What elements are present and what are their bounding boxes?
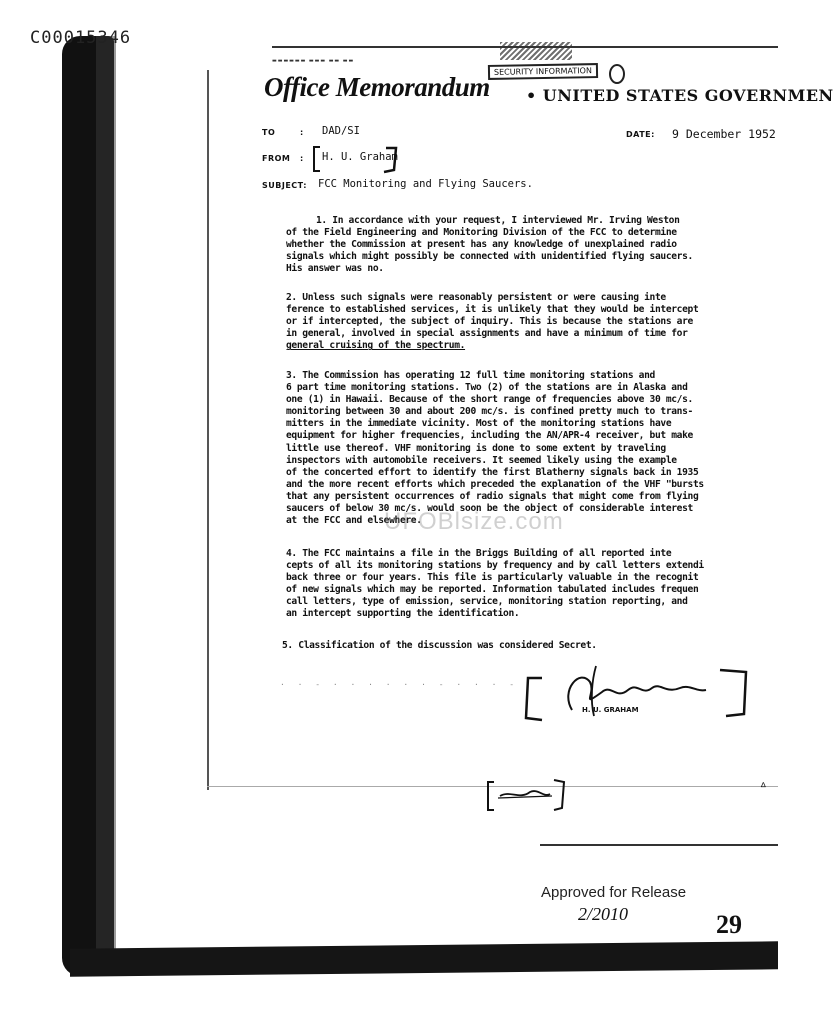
- paragraph-line: of the Field Engineering and Monitoring Division of the FCC to determine: [286, 227, 677, 239]
- scan-edge-highlight: [96, 36, 116, 976]
- paragraph-line: 4. The FCC maintains a file in the Briggs Building of all reported inte: [286, 548, 672, 559]
- government-header: • UNITED STATES GOVERNMEN: [526, 86, 834, 105]
- form-number-mark: ▬▬▬▬▬▬ ▬▬▬ ▬▬ ▬▬: [272, 58, 355, 64]
- paragraph-line: general cruising of the spectrum.: [286, 340, 466, 352]
- paragraph-line: of new signals which may be reported. Information tabulated includes frequen: [286, 584, 699, 596]
- release-number: 29: [716, 910, 742, 939]
- paragraph-line: inspectors with automobile receivers. It seemed likely using the example: [286, 454, 677, 466]
- signature-typed-name: H. U. GRAHAM: [582, 706, 639, 714]
- paragraph-4: [286, 548, 776, 621]
- paragraph-3: [286, 370, 776, 527]
- release-rule: [540, 844, 778, 846]
- subject-value: FCC Monitoring and Flying Saucers.: [318, 178, 533, 190]
- paragraph-line: back three or four years. This file is particularly valuable in the recognit: [286, 572, 699, 584]
- paragraph-line: one (1) in Hawaii. Because of the short range of frequencies above 30 mc/s.: [286, 394, 693, 406]
- paragraph-line: 6 part time monitoring stations. Two (2) of the stations are in Alaska and: [286, 382, 688, 394]
- paragraph-line: 5. Classification of the discussion was considered Secret.: [282, 640, 597, 651]
- from-brackets: [308, 144, 408, 174]
- paragraph-line: whether the Commission at present has any knowledge of unexplained radio: [286, 239, 677, 251]
- paragraph-line: 3. The Commission has operating 12 full time monitoring stations and: [286, 370, 655, 381]
- paragraph-line: saucers of below 30 mc/s. would soon be the object of considerable interest: [286, 503, 693, 515]
- paragraph-line: equipment for higher frequencies, including the AN/APR-4 receiver, but make: [286, 430, 693, 442]
- paragraph-line: call letters, type of emission, service, monitoring station reporting, and: [286, 596, 688, 608]
- colon-mark: :: [300, 154, 304, 163]
- to-label: TO: [262, 128, 276, 137]
- paragraph-line: His answer was no.: [286, 263, 384, 275]
- from-label: FROM: [262, 154, 291, 163]
- from-value: H. U. Graham: [322, 151, 398, 163]
- paragraph-2: [286, 292, 776, 352]
- watermark: UFOBlsize.com: [384, 508, 564, 535]
- paragraph-line: monitoring between 30 and about 200 mc/s. is confined pretty much to trans-: [286, 406, 693, 418]
- release-label: Approved for Release: [541, 884, 687, 901]
- to-value: DAD/SI: [322, 125, 360, 137]
- paragraph-line: cepts of all its monitoring stations by frequency and by call letters extendi: [286, 560, 704, 572]
- paragraph-line: ference to established services, it is unlikely that they would be intercept: [286, 304, 699, 316]
- date-label: DATE:: [626, 130, 655, 139]
- date-value: 9 December 1952: [672, 127, 776, 141]
- initials-scribble: [484, 776, 568, 816]
- paragraph-line: or if intercepted, the subject of inquiry. This is because the stations are: [286, 316, 693, 328]
- colon-mark: :: [300, 128, 304, 137]
- paragraph-line: little use thereof. VHF monitoring is done to some extent by traveling: [286, 442, 666, 454]
- release-date: 2/2010: [578, 904, 629, 924]
- paragraph-line: an intercept supporting the identification.: [286, 608, 520, 620]
- paragraph-line: at the FCC and elsewhere.: [286, 515, 422, 527]
- margin-mark: ᐞ: [760, 780, 767, 794]
- faint-dotted-line: · · - · · · · · · - · · · -: [280, 680, 519, 689]
- redacted-classification-stamp: [500, 42, 572, 60]
- scan-bottom-shadow: [70, 941, 778, 976]
- paragraph-line: of the concerted effort to identify the first Blatherny signals back in 1935: [286, 466, 699, 478]
- paragraph-line: mitters in the immediate vicinity. Most of the monitoring stations have: [286, 418, 672, 430]
- government-text: UNITED STATES GOVERNMEN: [542, 86, 834, 105]
- paragraph-1: [286, 215, 776, 275]
- paragraph-line: 1. In accordance with your request, I interviewed Mr. Irving Weston: [316, 215, 680, 226]
- paragraph-line: 2. Unless such signals were reasonably persistent or were causing inte: [286, 292, 666, 303]
- paragraph-line: and the more recent efforts which preceded the explanation of the VHF "bursts: [286, 478, 704, 490]
- document-id: C00015346: [30, 28, 132, 48]
- page-left-edge: [207, 70, 209, 790]
- subject-label: SUBJECT:: [262, 181, 307, 190]
- paragraph-5: [282, 640, 772, 652]
- memo-title: Office Memorandum: [264, 72, 490, 102]
- paragraph-line: signals which might possibly be connected with unidentified flying saucers.: [286, 251, 693, 263]
- paragraph-line: that any persistent occurrences of radio signals that might come from flying: [286, 490, 699, 502]
- paragraph-line: in general, involved in special assignments and have a minimum of time for: [286, 328, 688, 340]
- circle-mark: [606, 62, 628, 86]
- security-stamp: SECURITY INFORMATION: [488, 63, 598, 80]
